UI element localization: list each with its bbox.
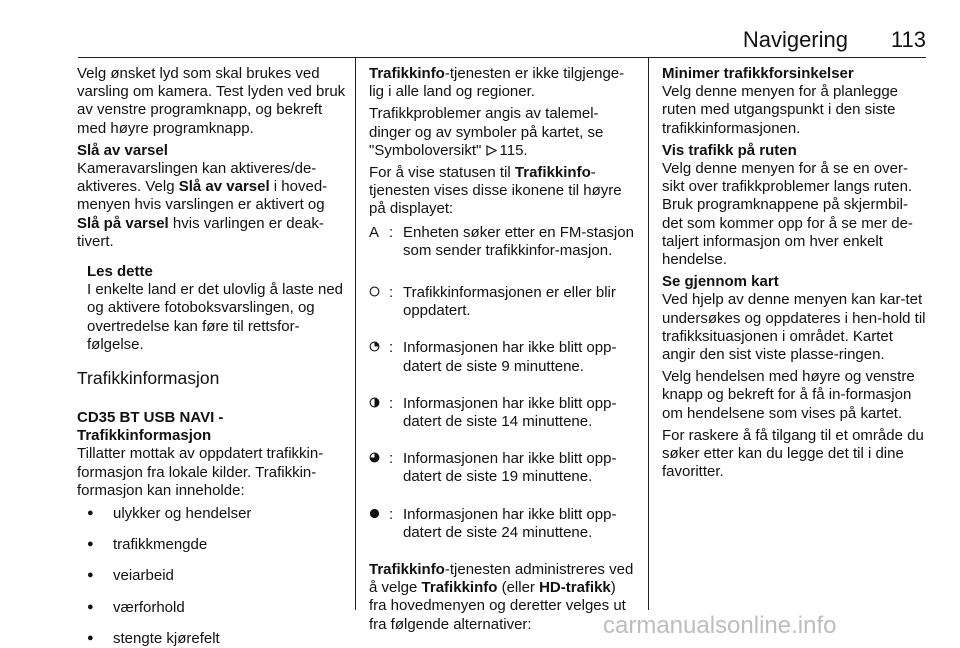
note-text: I enkelte land er det ulovlig å laste ned og aktivere fotoboksvarslingen, og overtredelse kan føre til rettsfor-følgelse. bbox=[87, 281, 344, 353]
symbol-description: Informasjonen har ikke blitt opp-datert de siste 19 minuttene. bbox=[403, 450, 617, 486]
alert-paragraph: Kameravarslingen kan aktiveres/de-aktiveres. Velg Slå av varsel i hoved-menyen hvis varslingen er aktivert og Slå på varsel hvis varlingen er deak-tivert. bbox=[77, 160, 328, 250]
list-item: ● ulykker og hendelser bbox=[77, 505, 349, 523]
column-2 bbox=[369, 65, 636, 638]
option-heading: Se gjennom kart bbox=[662, 273, 779, 291]
quarter-circle-icon bbox=[369, 341, 380, 352]
column-divider-1 bbox=[355, 58, 356, 610]
list-item: ● stengte kjørefelt bbox=[77, 630, 349, 648]
empty-circle-icon bbox=[369, 286, 380, 297]
note-box bbox=[87, 263, 349, 354]
option-text: For raskere å få tilgang til et område du søker etter kan du legge det til i dine favoritter. bbox=[662, 426, 924, 481]
bullet-list bbox=[77, 505, 349, 648]
full-circle-icon bbox=[369, 508, 380, 519]
header-title: Navigering bbox=[742, 27, 848, 52]
option-heading: Minimer trafikkforsinkelser bbox=[662, 65, 854, 82]
header-rule bbox=[78, 57, 926, 58]
list-item: ● veiarbeid bbox=[77, 567, 349, 585]
option-text: Velg denne menyen for å se en over-sikt over trafikkproblemer langs ruten. Bruk programknappene på skjermbil-det som kommer opp for å se mer de-taljert informasjon om hver enkelt hendelse. bbox=[662, 160, 913, 269]
note-heading: Les dette bbox=[87, 263, 153, 281]
option-text: Ved hjelp av denne menyen kan kar-tet undersøkes og oppdateres i hen-hold til trafikksituasjonen i området. Kartet angir den sist viste plasse-ringen. bbox=[662, 291, 926, 364]
option-text: Velg hendelsen med høyre og venstre knapp og bekreft for å få in-formasjon om hendelsene som vises på kartet. bbox=[662, 368, 915, 422]
sub-text: Tillatter mottak av oppdatert trafikkin-formasjon fra lokale kilder. Trafikkin-formasjon kan inneholde: bbox=[77, 445, 324, 499]
option-text: Velg denne menyen for å planlegge ruten med utgangspunkt i den siste trafikkinformasjonen. bbox=[662, 83, 899, 137]
page-number: 113 bbox=[890, 27, 926, 52]
alert-heading: Slå av varsel bbox=[77, 141, 168, 159]
sub-heading: CD35 BT USB NAVI - Trafikkinformasjon bbox=[77, 409, 224, 445]
symbol-description: Informasjonen har ikke blitt opp-datert de siste 24 minuttene. bbox=[403, 505, 617, 541]
column-3 bbox=[662, 65, 928, 485]
problems-paragraph: Trafikkproblemer angis av talemel-dinger og av symboler på kartet, se "Symboloversikt" 115. bbox=[369, 105, 604, 159]
symbol-description: Informasjonen har ikke blitt opp-datert de siste 9 minuttene. bbox=[403, 339, 617, 375]
availability-paragraph: Trafikkinfo-tjenesten er ikke tilgjenge-lig i alle land og regioner. bbox=[369, 65, 625, 101]
column-1 bbox=[77, 65, 349, 648]
column-divider-2 bbox=[648, 58, 649, 610]
symbol-row: : Informasjonen har ikke blitt opp-datert de siste 24 minuttene. bbox=[369, 506, 636, 542]
symbol-row: : Informasjonen har ikke blitt opp-datert de siste 14 minuttene. bbox=[369, 395, 636, 431]
symbol-description: Enheten søker etter en FM-stasjon som sender trafikkinfor-masjon. bbox=[403, 223, 634, 259]
watermark: carmanualsonline.info bbox=[603, 612, 837, 639]
page-reference-icon bbox=[486, 145, 497, 156]
list-item: ● trafikkmengde bbox=[77, 536, 349, 554]
symbol-description: Trafikkinformasjonen er eller blir oppdatert. bbox=[403, 284, 616, 320]
symbol-letter-a: A bbox=[369, 223, 380, 241]
symbol-row: : Informasjonen har ikke blitt opp-datert de siste 9 minuttene. bbox=[369, 339, 636, 375]
section-title: Trafikkinformasjon bbox=[77, 368, 220, 389]
symbol-row: : Informasjonen har ikke blitt opp-datert de siste 19 minuttene. bbox=[369, 450, 636, 486]
three-quarter-circle-icon bbox=[369, 452, 380, 463]
intro-paragraph: Velg ønsket lyd som skal brukes ved varsling om kamera. Test lyden ved bruk av venstre programknapp, og bekreft med høyre programknapp. bbox=[77, 65, 346, 137]
manage-paragraph: Trafikkinfo-tjenesten administreres ved å velge Trafikkinfo (eller HD-trafikk) fra hovedmenyen og deretter velges ut fra følgende alternativer: bbox=[369, 561, 634, 633]
symbol-description: Informasjonen har ikke blitt opp-datert de siste 14 minuttene. bbox=[403, 394, 617, 431]
status-paragraph: For å vise statusen til Trafikkinfo-tjenesten vises disse ikonene til høyre på displayet: bbox=[369, 164, 622, 218]
symbol-row: A : Enheten søker etter en FM-stasjon som sender trafikkinfor-masjon. bbox=[369, 224, 636, 260]
half-circle-icon bbox=[369, 397, 380, 408]
list-item: ● værforhold bbox=[77, 599, 349, 617]
symbol-row: : Trafikkinformasjonen er eller blir oppdatert. bbox=[369, 284, 636, 320]
option-heading: Vis trafikk på ruten bbox=[662, 141, 797, 159]
